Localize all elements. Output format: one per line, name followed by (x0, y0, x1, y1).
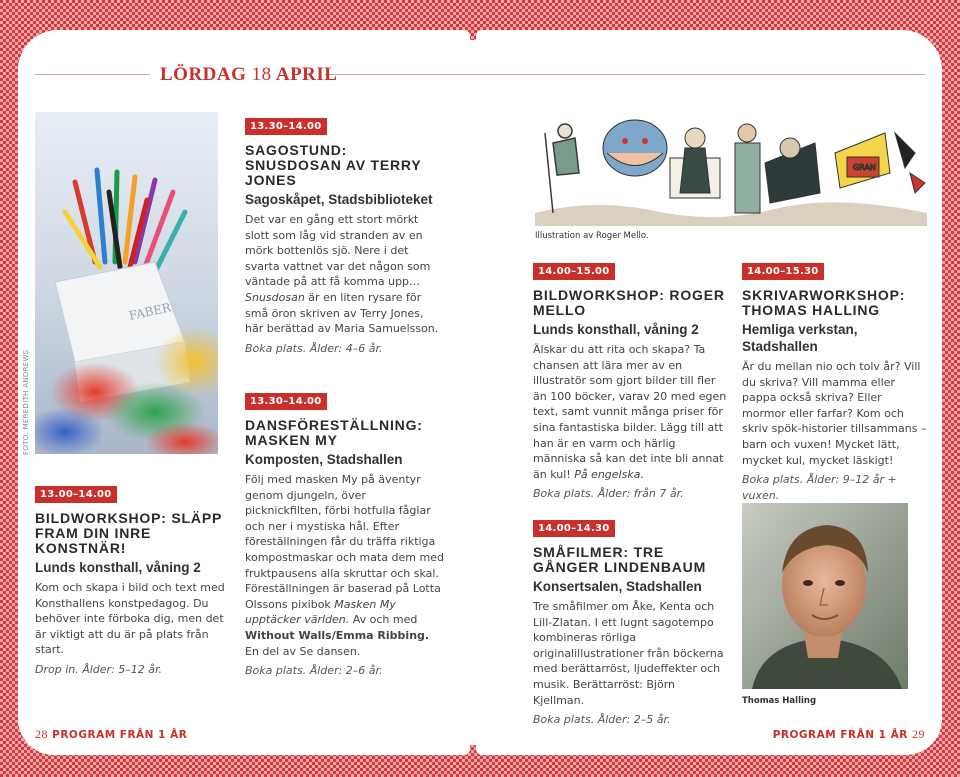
event-bildworkshop-slapp (35, 482, 225, 678)
event-time: 13.00–14.00 (35, 486, 117, 503)
event-description (245, 212, 440, 337)
event-title: SAGOSTUND: SNUSDOSAN AV TERRY JONES (245, 142, 422, 188)
header-day: LÖRDAG (160, 64, 247, 85)
svg-text:GRAN: GRAN (853, 163, 876, 172)
description-part: Av och med (349, 613, 418, 627)
event-booking: Boka plats. Ålder: 2–6 år. (245, 664, 383, 678)
footer-left (35, 727, 187, 742)
event-booking: Boka plats. Ålder: 4–6 år. (245, 341, 383, 355)
event-time: 13.30–14.00 (245, 118, 327, 135)
event-time: 14.00–15.00 (533, 263, 615, 280)
event-venue: Konsertsalen, Stadshallen (533, 579, 702, 594)
event-booking: Boka plats. Ålder: från 7 år. (533, 487, 684, 501)
thomas-halling-portrait (742, 503, 908, 689)
illustration-caption: Illustration av Roger Mello. (535, 231, 649, 241)
footer-text: PROGRAM FRÅN 1 ÅR (52, 729, 188, 741)
event-venue: Hemliga verkstan, Stadshallen (742, 322, 858, 354)
event-smafilmer (533, 516, 728, 728)
roger-mello-illustration (535, 113, 927, 226)
header-rule-right (325, 74, 925, 75)
event-time: 13.30–14.00 (245, 393, 327, 410)
event-bildworkshop-mello (533, 259, 728, 502)
header-date: 18 (251, 64, 272, 85)
event-title: DANSFÖRESTÄLLNING: MASKEN MY (245, 417, 423, 448)
event-venue: Komposten, Stadshallen (245, 452, 403, 467)
event-time: 14.00–15.30 (742, 263, 824, 280)
event-sagostund (245, 114, 440, 356)
svg-text:FABER: FABER (127, 300, 173, 323)
page-number: 29 (912, 727, 925, 741)
description-part: Älskar du att rita och skapa? Ta chansen att lära mer av en illustratör som gjort bilder till fler än 100 böcker, varav 20 med egen text, samt vunnit många priser för sina fantastiska bilder. Lägg till att han är en varm och härlig människa så kan det inte bli annat än kul! (533, 343, 727, 481)
event-title: BILDWORKSHOP: SLÄPP FRAM DIN INRE KONSTNÄR! (35, 510, 222, 556)
event-description: Kom och skapa i bild och text med Konsthallens konstpedagog. Du behöver inte förboka dig, men det är viktigt att du är på plats från start. (35, 581, 225, 657)
footer-right (773, 727, 925, 742)
event-time: 14.00–14.30 (533, 520, 615, 537)
description-part: är en liten rysare för små öron skriven av Terry Jones, här berättad av Maria Samuelsson. (245, 290, 439, 336)
event-booking: Boka plats. Ålder: 2–5 år. (533, 713, 671, 727)
event-description (245, 472, 445, 659)
description-part: Följ med masken My på äventyr genom djungeln, över picknickfilten, förbi hotfulla fåglar och ner i mystiska hål. Efter föreställningen får du träffa riktiga kompostmaskar och mata dem med fruktpausens alla skruttar och skal. Föreställningen är baserad på Lotta Olssons pixibok (245, 473, 444, 611)
description-part: Det var en gång ett stort mörkt slott som låg vid stranden av en mörk bottenlös sjö. Nere i det svarta vattnet var det någon som väntade på att få komma upp… (245, 213, 431, 289)
page-title (160, 64, 337, 86)
event-venue: Lunds konsthall, våning 2 (533, 322, 699, 337)
header-month: APRIL (275, 64, 338, 85)
book-title: Masken My upptäcker världen. (245, 597, 396, 627)
event-title: BILDWORKSHOP: ROGER MELLO (533, 287, 725, 318)
event-description (533, 342, 728, 482)
event-description: Är du mellan nio och tolv år? Vill du skriva? Vill mamma eller pappa också skriva? Eller mormor eller farfar? Kom och skriv spök-historier tillsammans – barn och vuxen! Mycket lätt, mycket kul, mycket läskigt! (742, 360, 927, 467)
book-spine (468, 40, 478, 745)
performer-name: Without Walls/Emma Ribbing. (245, 628, 430, 642)
portrait-caption: Thomas Halling (742, 696, 817, 706)
footer-text: PROGRAM FRÅN 1 ÅR (772, 729, 908, 741)
event-booking: Drop in. Ålder: 5–12 år. (35, 662, 163, 676)
book-title: Snusdosan (245, 290, 305, 304)
event-title: SKRIVARWORKSHOP: THOMAS HALLING (742, 287, 906, 318)
event-dansforestallning (245, 389, 445, 679)
event-booking: Boka plats. Ålder: 9–12 år + vuxen. (742, 473, 897, 502)
event-venue: Sagoskåpet, Stadsbiblioteket (245, 192, 433, 207)
header-rule-left (35, 74, 150, 75)
pencils-photo (35, 112, 218, 454)
event-skrivarworkshop (742, 259, 927, 503)
photo-credit: FOTO: MEREDITH ANDREWS (22, 349, 30, 455)
description-part: En del av Se dansen. (245, 644, 361, 658)
event-description: Tre småfilmer om Åke, Kenta och Lill-Zlatan. I ett lugnt sagotempo kombineras rörliga originalillustrationer från böckerna med berättarröst, ljudeffekter och musik. Berättarröst: Björn Kjellman. (533, 600, 724, 707)
language-note: På engelska. (574, 467, 644, 481)
event-venue: Lunds konsthall, våning 2 (35, 560, 201, 575)
page-number: 28 (35, 727, 48, 741)
event-title: SMÅFILMER: TRE GÅNGER LINDENBAUM (533, 544, 707, 575)
